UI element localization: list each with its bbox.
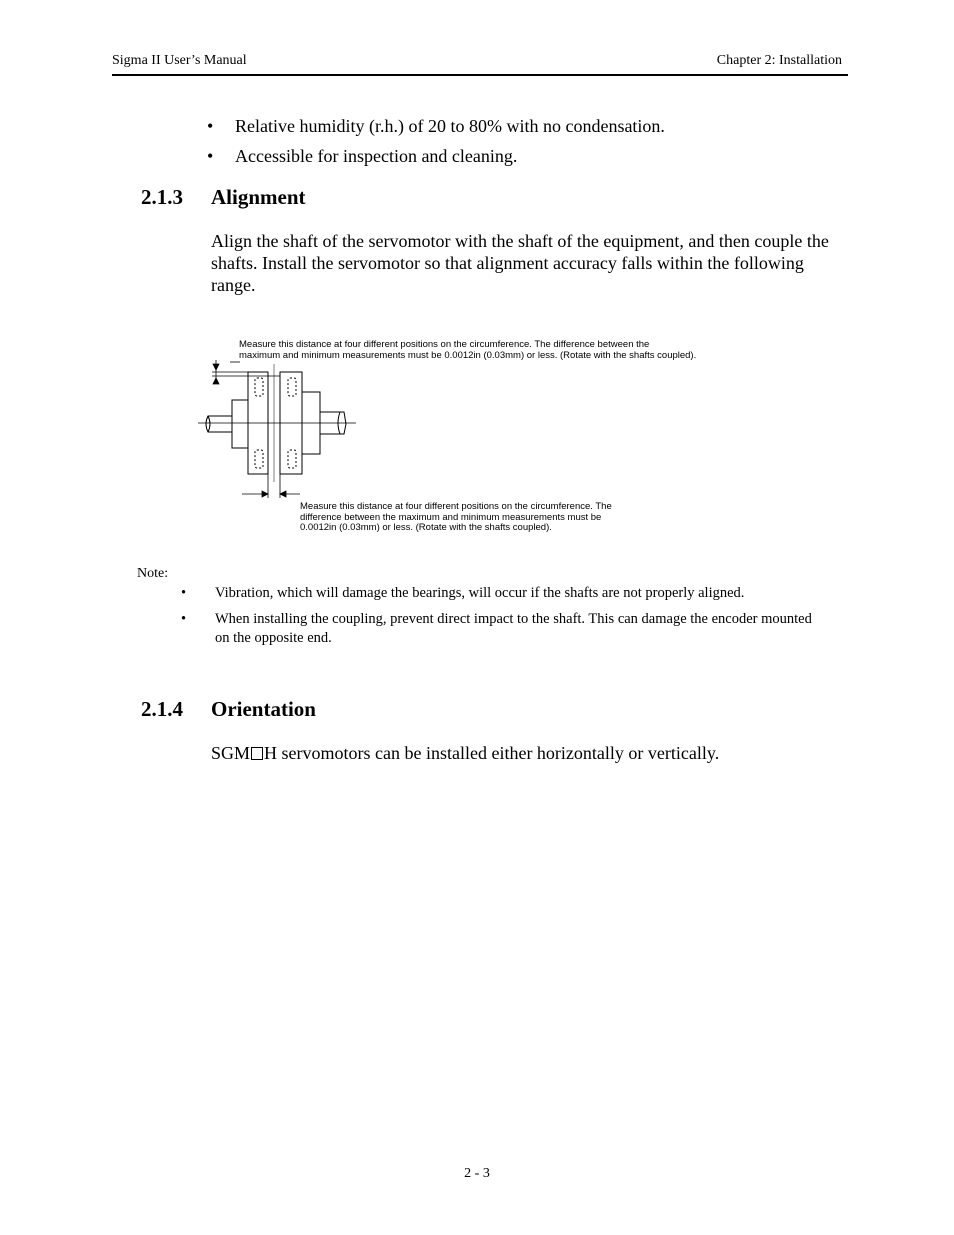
section-title: Orientation <box>211 697 316 721</box>
top-note-line: Measure this distance at four different positions on the circumference. The difference between the <box>239 339 650 350</box>
header-manual-title: Sigma II User’s Manual <box>112 53 247 68</box>
bolt-hole <box>255 450 263 468</box>
section-number: 2.1.3 <box>141 185 183 209</box>
orientation-text: H servomotors can be installed either horizontally or vertically. <box>264 743 720 763</box>
diagram-top-note <box>239 340 696 361</box>
bullet-dot: • <box>207 116 214 136</box>
bullet-dot: • <box>207 146 214 166</box>
bottom-note-line: Measure this distance at four different positions on the circumference. The <box>300 501 612 512</box>
bottom-note-line: difference between the maximum and minimum measurements must be <box>300 511 602 523</box>
bolt-hole <box>255 378 263 396</box>
bolt-hole <box>288 450 296 468</box>
bottom-note-line: 0.0012in (0.03mm) or less. (Rotate with the shafts coupled). <box>300 522 552 533</box>
left-hub <box>232 400 248 448</box>
coupling-alignment-diagram <box>190 332 790 542</box>
note-bullet-coupling <box>181 610 841 650</box>
note-bullet-text: Vibration, which will damage the bearings, will occur if the shafts are not properly aligned. <box>215 585 745 601</box>
section-title: Alignment <box>211 185 306 209</box>
note-bullet-text: When installing the coupling, prevent direct impact to the shaft. This can damage the encoder mounted on the opposite end. <box>215 611 812 646</box>
alignment-paragraph: Align the shaft of the servomotor with the shaft of the equipment, and then couple the shafts. Install the servomotor so that alignment accuracy falls within the following range. <box>211 231 829 295</box>
header-chapter-title: Chapter 2: Installation <box>716 53 842 68</box>
env-bullet-text: Relative humidity (r.h.) of 20 to 80% with no condensation. <box>235 116 665 136</box>
bullet-dot: • <box>181 585 187 601</box>
note-bullet-vibration <box>181 584 841 604</box>
note-label: Note: <box>137 566 169 581</box>
section-number: 2.1.4 <box>141 697 183 721</box>
placeholder-box-icon <box>251 747 263 760</box>
page-number: 2 - 3 <box>464 1166 490 1181</box>
header-rule <box>112 74 848 76</box>
env-bullet-text: Accessible for inspection and cleaning. <box>235 146 518 166</box>
bullet-dot: • <box>181 611 187 627</box>
orientation-paragraph <box>211 742 719 764</box>
bolt-hole <box>288 378 296 396</box>
model-prefix: SGM <box>211 743 251 763</box>
diagram-bottom-note <box>300 502 612 534</box>
top-note-line: maximum and minimum measurements must be 0.0012in (0.03mm) or less. (Rotate with the shafts coupled). <box>239 349 697 361</box>
